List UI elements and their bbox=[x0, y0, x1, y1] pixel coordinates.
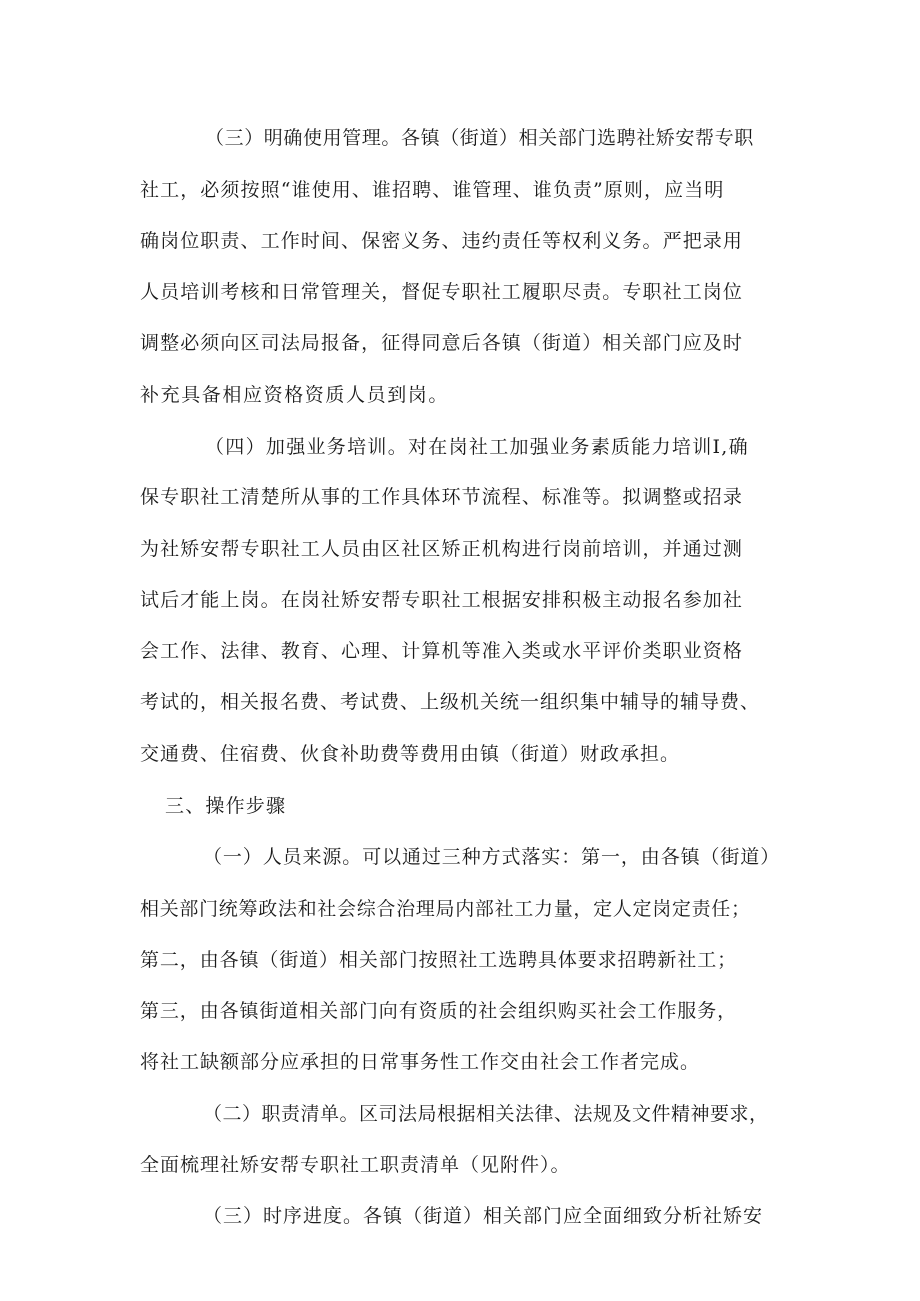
text-line: （一）人员来源。可以通过三种方式落实：第一，由各镇（街道） bbox=[203, 846, 781, 868]
text-line: 确岗位职责、工作时间、保密义务、违约责任等权利义务。严把录用 bbox=[140, 230, 744, 252]
text-line: （四）加强业务培训。对在岗社工加强业务素质能力培训I,确 bbox=[205, 436, 749, 458]
text-line: （三）明确使用管理。各镇（街道）相关部门选聘社矫安帮专职 bbox=[205, 127, 754, 149]
text-line: 将社工缺额部分应承担的日常事务性工作交由社会工作者完成。 bbox=[140, 1051, 701, 1073]
text-line: 会工作、法律、教育、心理、计算机等准入类或水平评价类职业资格 bbox=[140, 640, 744, 662]
text-line: 人员培训考核和日常管理关，督促专职社工履职尽责。专职社工岗位 bbox=[140, 281, 744, 303]
text-line: 为社矫安帮专职社工人员由区社区矫正机构进行岗前培训，并通过测 bbox=[140, 538, 744, 560]
text-line: 调整必须向区司法局报备，征得同意后各镇（街道）相关部门应及时 bbox=[140, 332, 744, 354]
text-line: 补充具备相应资格资质人员到岗。 bbox=[140, 384, 450, 406]
text-line: 试后才能上岗。在岗社矫安帮专职社工根据安排积极主动报名参加社 bbox=[140, 589, 744, 611]
text-line: （三）时序进度。各镇（街道）相关部门应全面细致分析社矫安 bbox=[203, 1205, 764, 1227]
text-line: 考试的，相关报名费、考试费、上级机关统一组织集中辅导的辅导费、 bbox=[140, 691, 761, 713]
text-line: 第二，由各镇（街道）相关部门按照社工选聘具体要求招聘新社工； bbox=[140, 949, 738, 971]
text-line: 交通费、住宿费、伙食补助费等费用由镇（街道）财政承担。 bbox=[140, 743, 681, 765]
text-line: 相关部门统筹政法和社会综合治理局内部社工力量，定人定岗定责任； bbox=[140, 898, 751, 920]
text-line: 第三，由各镇街道相关部门向有资质的社会组织购买社会工作服务， bbox=[140, 1000, 738, 1022]
text-line: 社工，必须按照“谁使用、谁招聘、谁管理、谁负责”原则，应当明 bbox=[140, 179, 725, 201]
section-heading: 三、操作步骤 bbox=[165, 795, 287, 817]
text-line: 保专职社工清楚所从事的工作具体环节流程、标准等。拟调整或招录 bbox=[140, 486, 744, 508]
text-line: 全面梳理社矫安帮专职社工职责清单（见附件）。 bbox=[140, 1154, 571, 1176]
text-line: （二）职责清单。区司法局根据相关法律、法规及文件精神要求， bbox=[203, 1103, 769, 1125]
